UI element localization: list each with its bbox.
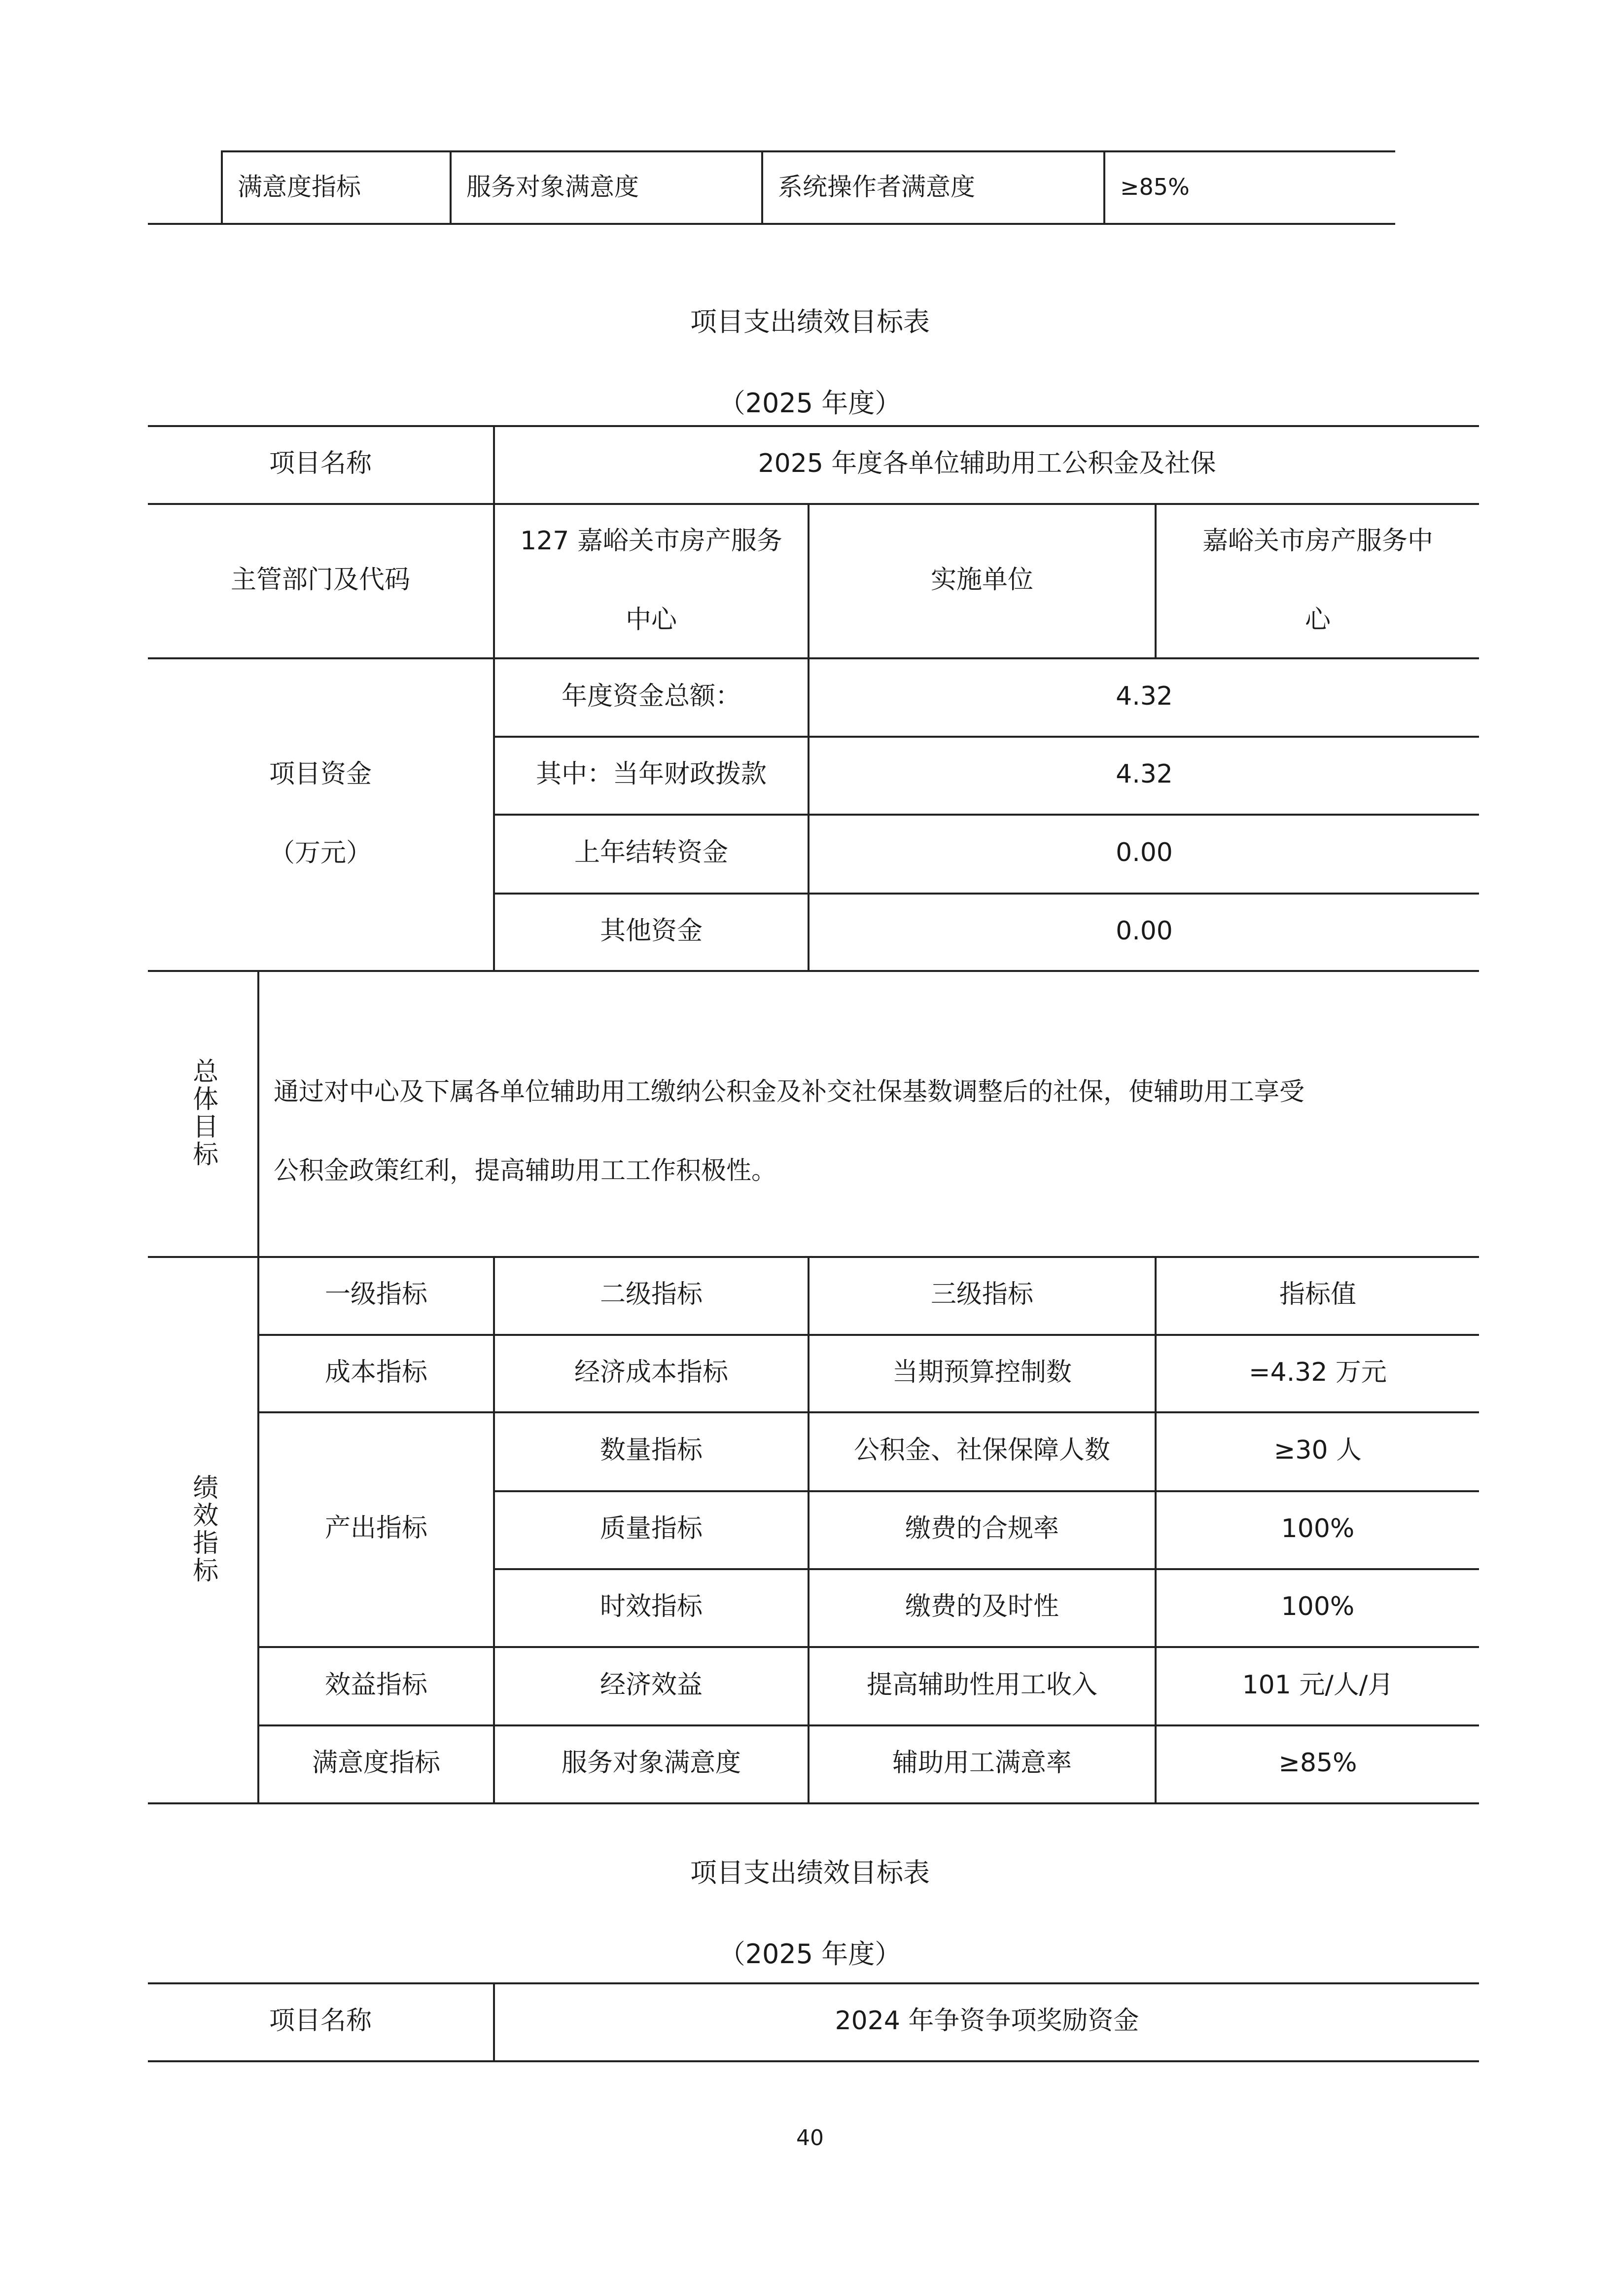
section1-year: （2025 年度） [718,388,902,419]
fund-row-total-value: 4.32 [1116,681,1173,711]
perf-header-l1: 一级指标 [324,1280,427,1310]
perf-row-quality-value: 100% [1281,1514,1355,1544]
perf-row-cost-l2: 经济成本指标 [574,1357,728,1387]
perf-row-quantity-l3: 公积金、社保保障人数 [853,1435,1110,1466]
perf-row-satisfaction-l1: 满意度指标 [312,1748,440,1778]
fund-row-other-value: 0.00 [1116,916,1173,946]
top-table-value: ≥85% [1120,173,1190,200]
goal-line2: 公积金政策红利，提高辅助用工工作积极性。 [274,1156,777,1185]
goal-line1: 通过对中心及下属各单位辅助用工缴纳公积金及补交社保基数调整后的社保，使辅助用工享受 [274,1077,1305,1107]
top-table-level2: 服务对象满意度 [466,173,639,201]
perf-row-satisfaction-l2: 服务对象满意度 [561,1748,741,1778]
fund-label-text: 项目资金 [269,759,372,789]
dept-value-line1: 127 嘉峪关市房产服务 [520,526,782,556]
perf-row-benefit-l3: 提高辅助性用工收入 [866,1670,1097,1700]
project-name-value: 2025 年度各单位辅助用工公积金及社保 [758,449,1216,479]
impl-label: 实施单位 [930,565,1033,595]
perf-row-timeliness-value: 100% [1281,1592,1355,1622]
goal-label-text: 总体目标 [188,1058,218,1168]
fund-row-other-label: 其他资金 [599,916,703,946]
perf-row-benefit-l2: 经济效益 [599,1670,703,1700]
dept-label: 主管部门及代码 [230,565,410,595]
perf-row-quality-l2: 质量指标 [599,1514,703,1544]
perf-row-cost-l3: 当期预算控制数 [892,1357,1072,1387]
section2-project-name-value: 2024 年争资争项奖励资金 [835,2006,1139,2036]
impl-value-line1: 嘉峪关市房产服务中 [1202,526,1433,556]
section1-title: 项目支出绩效目标表 [690,306,930,337]
perf-row-satisfaction-l3: 辅助用工满意率 [892,1748,1072,1778]
perf-row-timeliness-l3: 缴费的及时性 [905,1592,1059,1622]
perf-row-cost-l1: 成本指标 [324,1357,427,1387]
dept-value [495,503,808,657]
perf-header-l3: 三级指标 [930,1280,1033,1310]
project-name-label: 项目名称 [269,449,372,479]
fund-label [148,657,493,970]
perf-label [148,1256,257,1802]
perf-row-timeliness-l2: 时效指标 [599,1592,703,1622]
section2-year: （2025 年度） [718,1938,902,1970]
section2-title: 项目支出绩效目标表 [690,1857,930,1888]
page-number: 40 [796,2125,824,2151]
section2-project-name-label: 项目名称 [269,2006,372,2036]
impl-value-line2: 心 [1304,605,1331,635]
perf-row-output-l1: 产出指标 [324,1513,427,1543]
top-table-level3: 系统操作者满意度 [778,173,975,201]
top-table-level1: 满意度指标 [238,173,361,201]
perf-row-benefit-l1: 效益指标 [324,1670,427,1700]
perf-header-l2: 二级指标 [599,1280,703,1310]
perf-row-quantity-value: ≥30 人 [1273,1435,1362,1466]
impl-value [1157,503,1479,657]
fund-row-total-label: 年度资金总额： [561,681,741,711]
perf-header-value: 指标值 [1279,1280,1356,1310]
perf-row-cost-value: =4.32 万元 [1249,1357,1387,1387]
perf-row-satisfaction-value: ≥85% [1278,1748,1357,1778]
fund-unit-text: （万元） [269,838,372,868]
perf-row-quality-l3: 缴费的合规率 [905,1514,1059,1544]
perf-row-quantity-l2: 数量指标 [599,1435,703,1466]
perf-row-benefit-value: 101 元/人/月 [1242,1670,1394,1700]
fund-row-fiscal-label: 其中：当年财政拨款 [535,759,767,789]
dept-value-line2: 中心 [625,605,677,635]
fund-row-carryover-label: 上年结转资金 [574,838,728,868]
perf-label-text: 绩效指标 [188,1474,218,1584]
goal-label [148,970,257,1256]
fund-row-carryover-value: 0.00 [1116,838,1173,868]
fund-row-fiscal-value: 4.32 [1116,759,1173,789]
